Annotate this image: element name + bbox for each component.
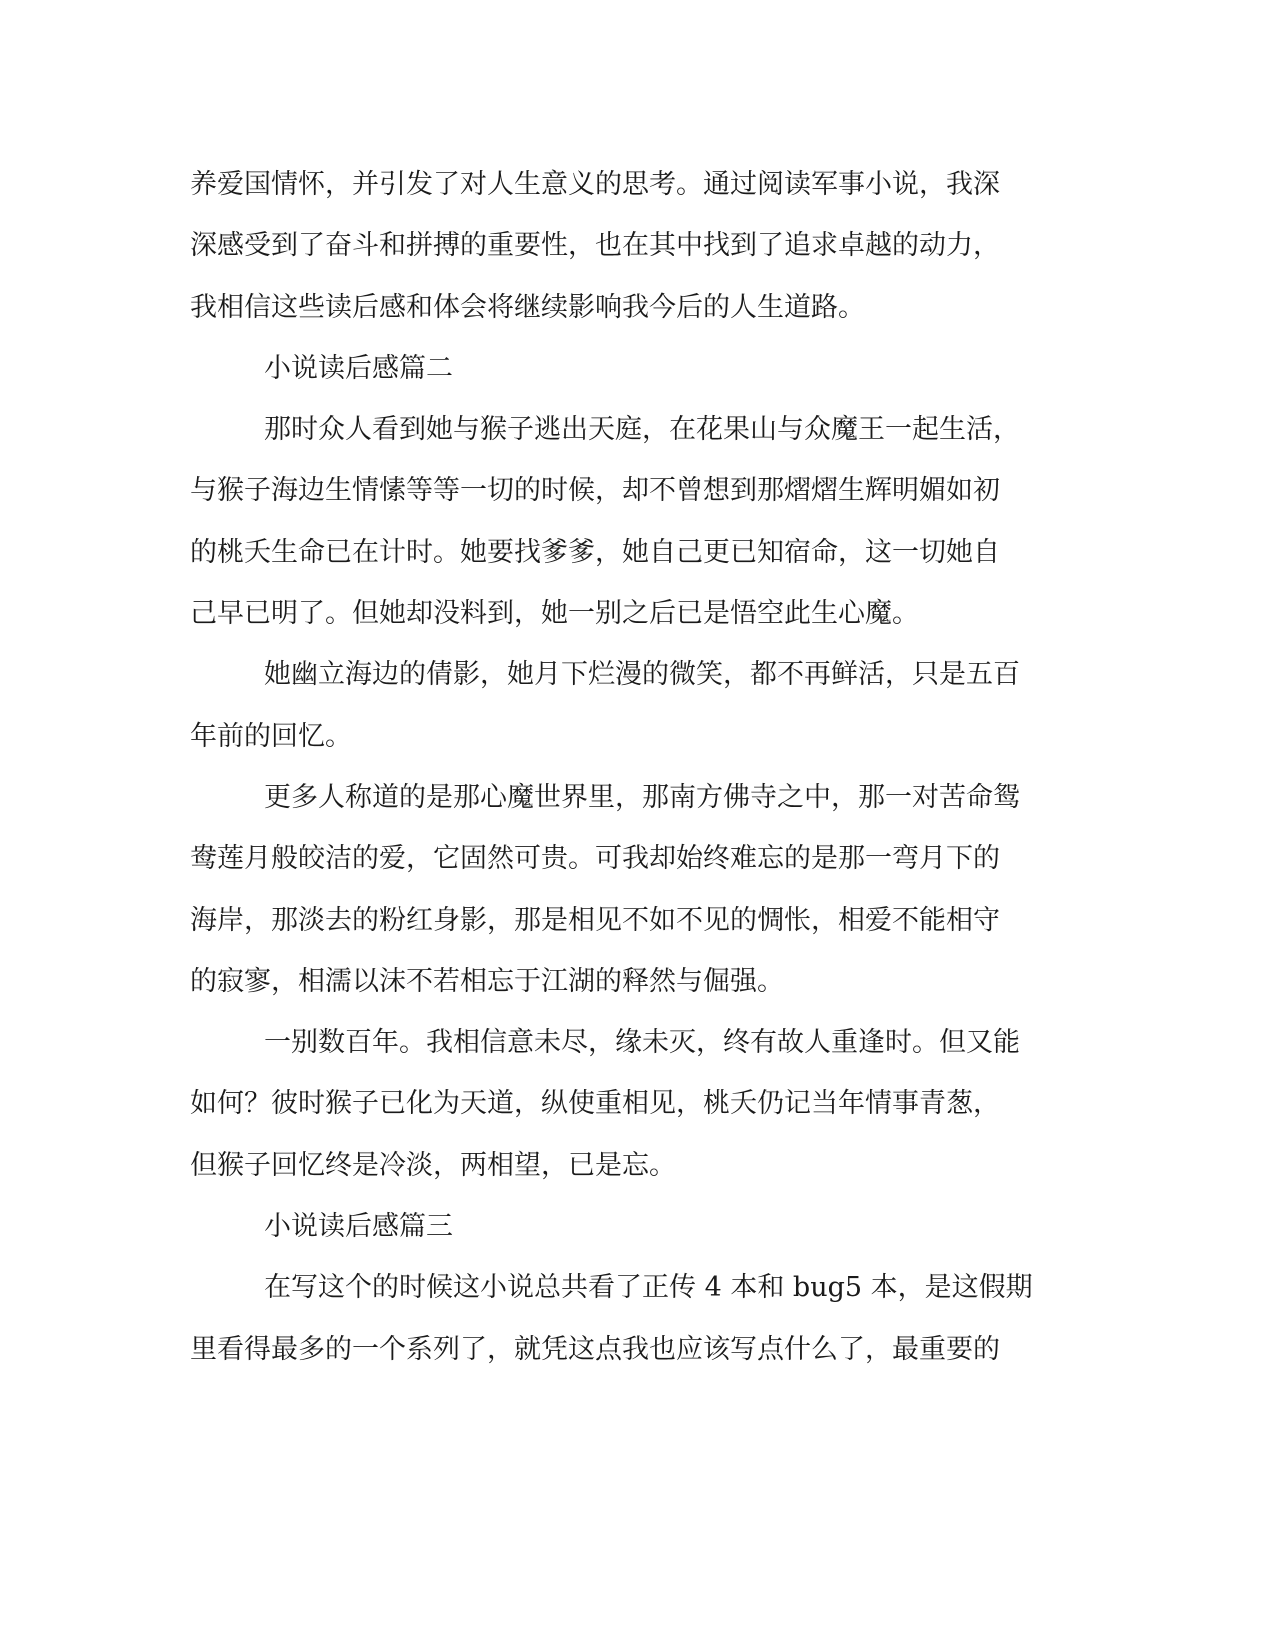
document-body [190,154,1090,1380]
text-line: 她幽立海边的倩影，她月下烂漫的微笑，都不再鲜活，只是五百 [264,659,1020,691]
text-line: 但猴子回忆终是冷淡，两相望，已是忘。 [190,1149,676,1181]
text-line: 海岸，那淡去的粉红身影，那是相见不如不见的惆怅，相爱不能相守 [190,904,1000,936]
text-line: 在写这个的时候这小说总共看了正传 4 本和 bug5 本，是这假期 [264,1272,1033,1304]
text-line: 养爱国情怀，并引发了对人生意义的思考。通过阅读军事小说，我深 [190,169,1000,200]
text-line: 与猴子海边生情愫等等一切的时候，却不曾想到那熠熠生辉明媚如初 [190,475,1000,507]
text-line: 的桃夭生命已在计时。她要找爹爹，她自己更已知宿命，这一切她自 [190,536,1000,568]
text-line: 己早已明了。但她却没料到，她一别之后已是悟空此生心魔。 [190,598,919,630]
text-line: 那时众人看到她与猴子逃出天庭，在花果山与众魔王一起生活， [264,414,1020,446]
text-line: 里看得最多的一个系列了，就凭这点我也应该写点什么了，最重要的 [190,1333,1000,1365]
text-line: 如何？彼时猴子已化为天道，纵使重相见，桃夭仍记当年情事青葱， [190,1088,1000,1120]
text-line: 年前的回忆。 [190,720,352,752]
section-heading: 小说读后感篇二 [264,352,453,384]
section-heading: 小说读后感篇三 [264,1211,453,1243]
text-line: 深感受到了奋斗和拼搏的重要性，也在其中找到了追求卓越的动力， [190,230,1000,262]
text-line: 一别数百年。我相信意未尽，缘未灭，终有故人重逢时。但又能 [264,1027,1020,1059]
text-line: 更多人称道的是那心魔世界里，那南方佛寺之中，那一对苦命鸳 [264,781,1020,813]
text-line: 的寂寥，相濡以沫不若相忘于江湖的释然与倔强。 [190,965,784,997]
text-line: 鸯莲月般皎洁的爱，它固然可贵。可我却始终难忘的是那一弯月下的 [190,843,1000,875]
text-line: 我相信这些读后感和体会将继续影响我今后的人生道路。 [190,291,865,323]
